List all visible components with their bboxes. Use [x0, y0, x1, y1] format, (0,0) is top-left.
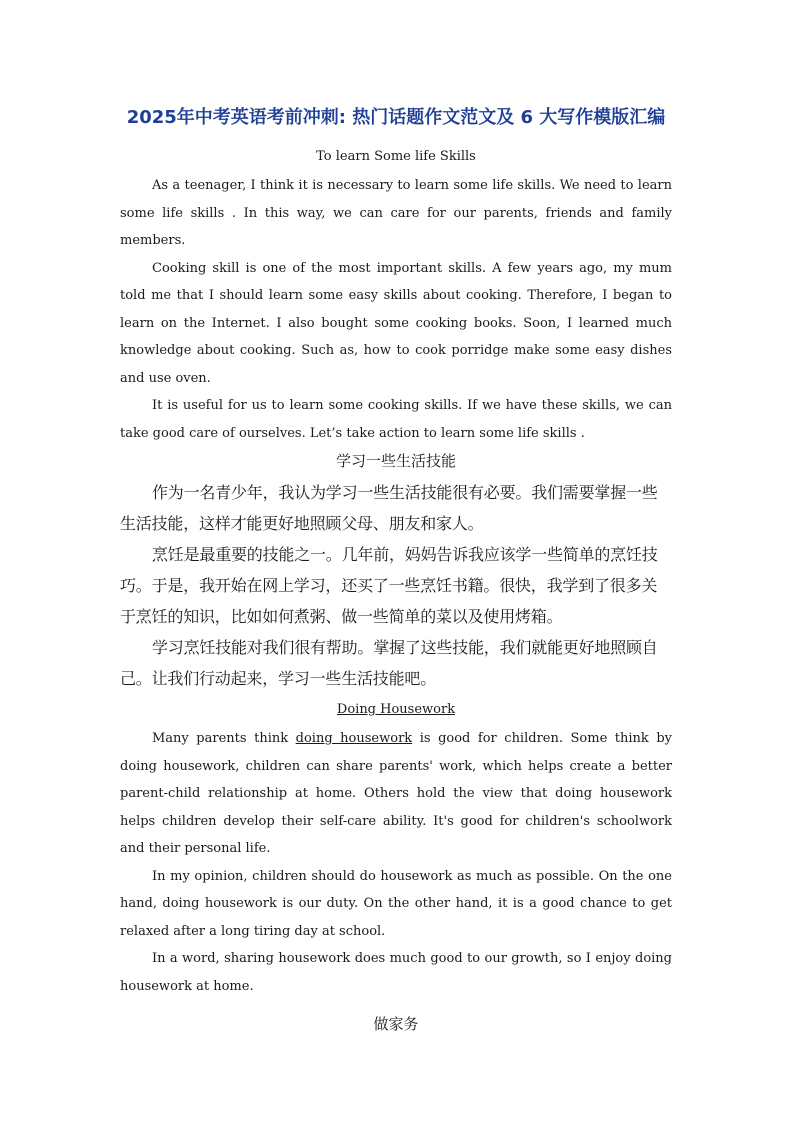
essay2-text: Many parents think — [152, 731, 296, 746]
essay1-paragraph: It is useful for us to learn some cooking skills. If we have these skills, we can take good care of ourselves. Let’s take action to learn some life skills . — [120, 398, 672, 441]
document-title: 2025年中考英语考前冲刺: 热门话题作文范文及 6 大写作模版汇编 — [126, 107, 666, 128]
essay1-zh-title: 学习一些生活技能 — [335, 452, 456, 470]
essay2-zh-title: 做家务 — [373, 1015, 419, 1033]
essay1-paragraph: As a teenager, I think it is necessary to learn some life skills. We need to learn some life skills . In this way, we can care for our parents, friends and family members. — [120, 178, 672, 248]
essay2-title-text: Doing Housework — [336, 702, 456, 717]
essay2-paragraph: In my opinion, children should do housework as much as possible. On the one hand, doing housework is our duty. On the other hand, it is a good chance to get relaxed after a long tiring day at school. — [120, 868, 672, 939]
essay1-zh-paragraph: 作为一名青少年，我认为学习一些生活技能很有必要。我们需要掌握一些生活技能，这样才能更好地照顾父母、朋友和家人。 — [120, 483, 658, 533]
essay1-paragraph: Cooking skill is one of the most important skills. A few years ago, my mum told me that I should learn some easy skills about cooking. Therefore, I began to learn on the Internet. I also bought some cooking books. Soon, I learned much knowledge about cooking. Such as, how to cook porridge make some easy dishes and use oven. — [120, 260, 672, 386]
essay1-zh-paragraph: 学习烹饪技能对我们很有帮助。掌握了这些技能，我们就能更好地照顾自己。让我们行动起来，学习一些生活技能吧。 — [120, 638, 658, 688]
essay2-paragraph — [120, 725, 672, 863]
essay2-title — [120, 700, 672, 720]
essay2-paragraph: In a word, sharing housework does much good to our growth, so I enjoy doing housework at home. — [120, 951, 672, 994]
essay1-zh-paragraph: 烹饪是最重要的技能之一。几年前，妈妈告诉我应该学一些简单的烹饪技巧。于是，我开始在网上学习，还买了一些烹饪书籍。很快，我学到了很多关于烹饪的知识，比如如何煮粥、做一些简单的菜以及使用烤箱。 — [120, 545, 658, 626]
underlined-phrase: doing housework — [295, 731, 413, 746]
essay2-text: is good for children. Some think by doing housework, children can share parents' work, which helps create a better parent-child relationship at home. Others hold the view that doing housework helps children develop their self-care ability. It's good for children's schoolwork and their personal life. — [120, 731, 673, 856]
essay1-title: To learn Some life Skills — [316, 149, 476, 164]
